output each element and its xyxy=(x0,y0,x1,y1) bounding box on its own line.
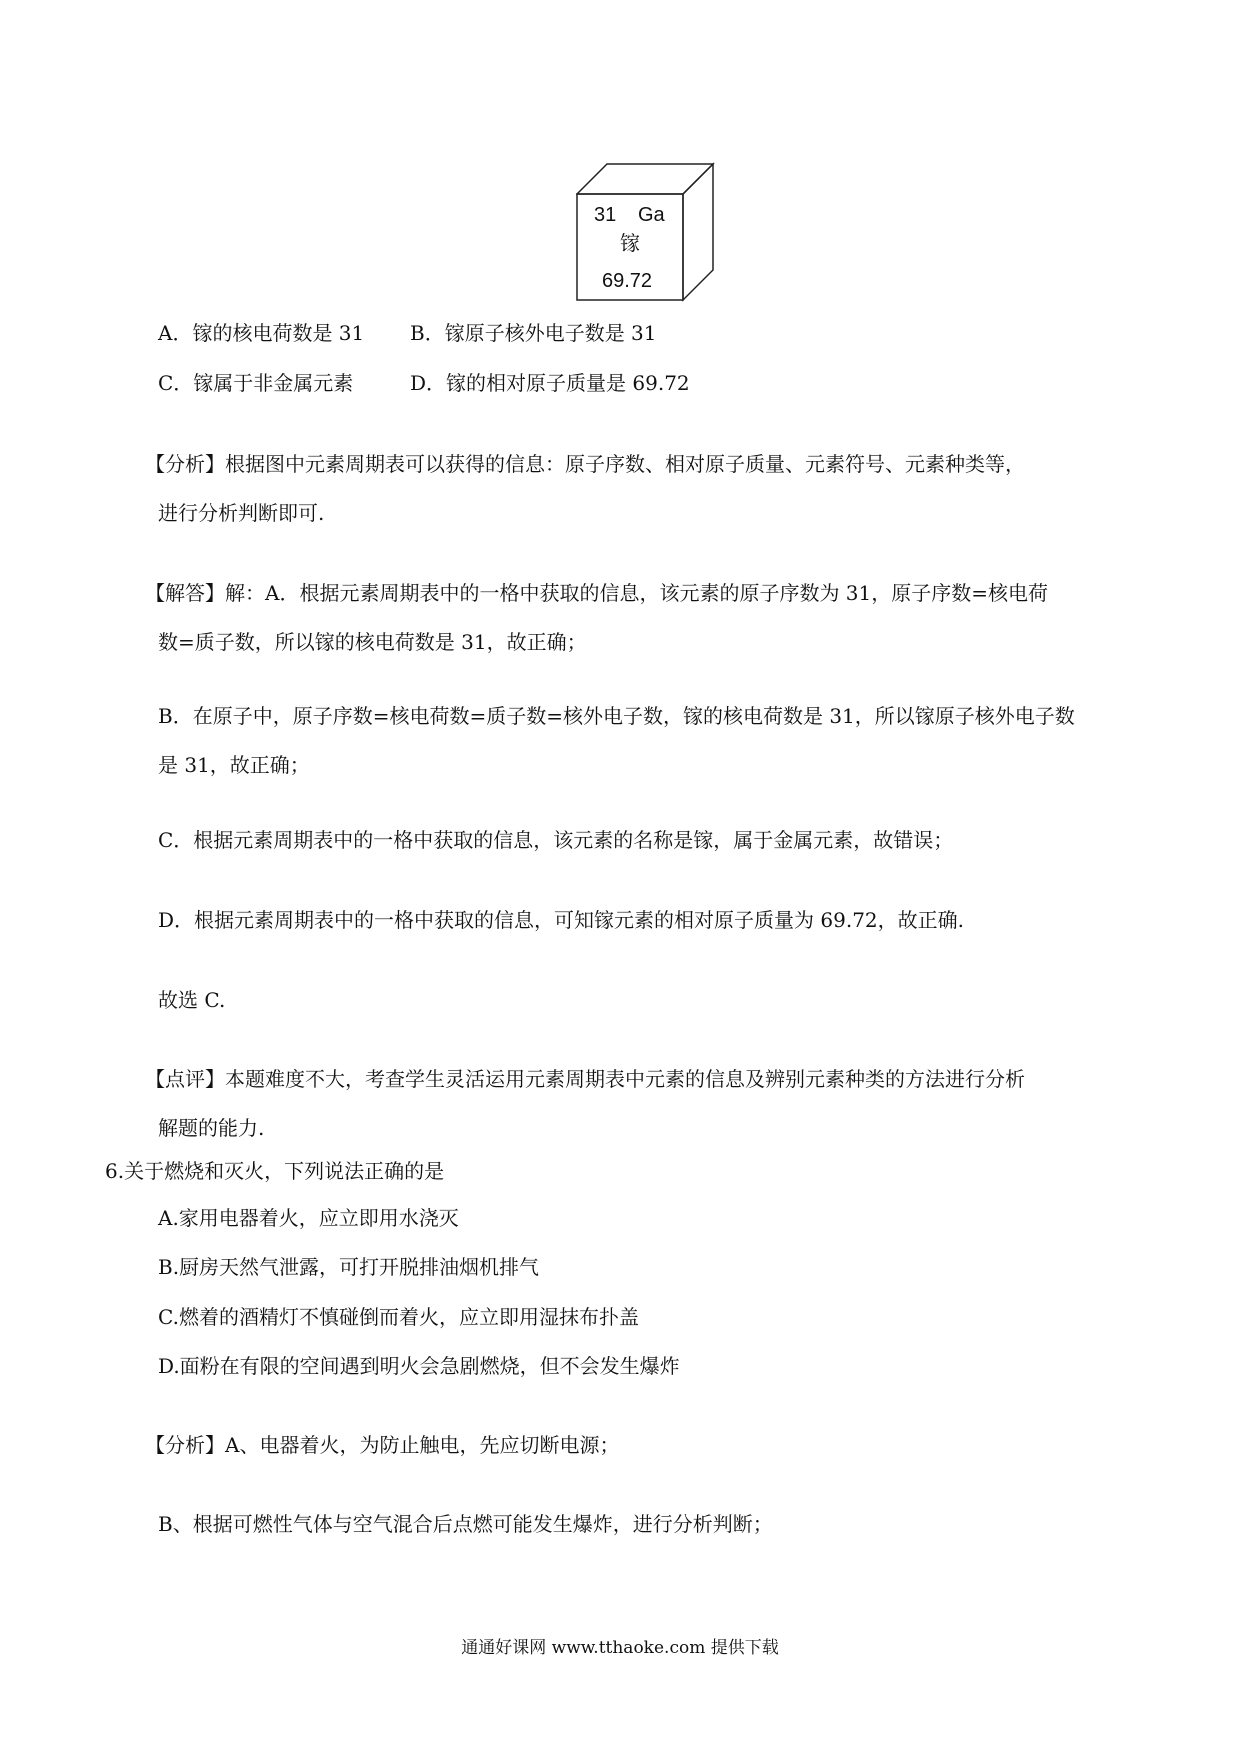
page-footer: 通通好课网 www.tthaoke.com 提供下载 xyxy=(461,1638,779,1658)
q6-option-d: D.面粉在有限的空间遇到明火会急剧燃烧，但不会发生爆炸 xyxy=(158,1354,680,1378)
q5-answer-d: D．根据元素周期表中的一格中获取的信息，可知镓元素的相对原子质量为 69.72，故正确. xyxy=(158,908,965,932)
element-cell-figure xyxy=(576,162,716,302)
q5-final-choice: 故选 C. xyxy=(158,988,226,1012)
q6-option-a: A.家用电器着火，应立即用水浇灭 xyxy=(158,1206,459,1230)
q5-comment-line-2: 解题的能力. xyxy=(158,1116,265,1140)
q5-answer-b-line-2: 是 31，故正确； xyxy=(158,753,310,777)
q6-stem: 6.关于燃烧和灭火，下列说法正确的是 xyxy=(105,1159,445,1183)
element-atomic-number: 31 xyxy=(594,204,617,226)
q5-option-a: A．镓的核电荷数是 31 xyxy=(158,321,365,345)
element-name: 镓 xyxy=(620,231,640,255)
q5-option-b: B．镓原子核外电子数是 31 xyxy=(410,321,657,345)
q5-analysis-line-1: 【分析】根据图中元素周期表可以获得的信息：原子序数、相对原子质量、元素符号、元素种类等， xyxy=(145,452,1025,476)
q5-answer-a-line-2: 数=质子数，所以镓的核电荷数是 31，故正确； xyxy=(158,630,587,654)
q5-answer-c: C．根据元素周期表中的一格中获取的信息，该元素的名称是镓，属于金属元素，故错误； xyxy=(158,828,954,852)
q5-option-c: C．镓属于非金属元素 xyxy=(158,371,354,395)
element-symbol: Ga xyxy=(638,204,665,226)
q5-answer-b-line-1: B．在原子中，原子序数=核电荷数=质子数=核外电子数，镓的核电荷数是 31，所以镓原子核外电子数 xyxy=(158,704,1075,728)
q5-comment-line-1: 【点评】本题难度不大，考查学生灵活运用元素周期表中元素的信息及辨别元素种类的方法进行分析 xyxy=(145,1067,1025,1091)
q5-option-d: D．镓的相对原子质量是 69.72 xyxy=(410,371,690,395)
q6-option-b: B.厨房天然气泄露，可打开脱排油烟机排气 xyxy=(158,1255,540,1279)
q6-analysis-a: 【分析】A、电器着火，为防止触电，先应切断电源； xyxy=(145,1433,620,1457)
element-atomic-mass: 69.72 xyxy=(602,270,653,292)
q5-answer-a-line-1: 【解答】解：A．根据元素周期表中的一格中获取的信息，该元素的原子序数为 31，原子序数=核电荷 xyxy=(145,581,1049,605)
q6-option-c: C.燃着的酒精灯不慎碰倒而着火，应立即用湿抹布扑盖 xyxy=(158,1305,639,1329)
q5-analysis-line-2: 进行分析判断即可. xyxy=(158,501,325,525)
q6-analysis-b: B、根据可燃性气体与空气混合后点燃可能发生爆炸，进行分析判断； xyxy=(158,1512,773,1536)
